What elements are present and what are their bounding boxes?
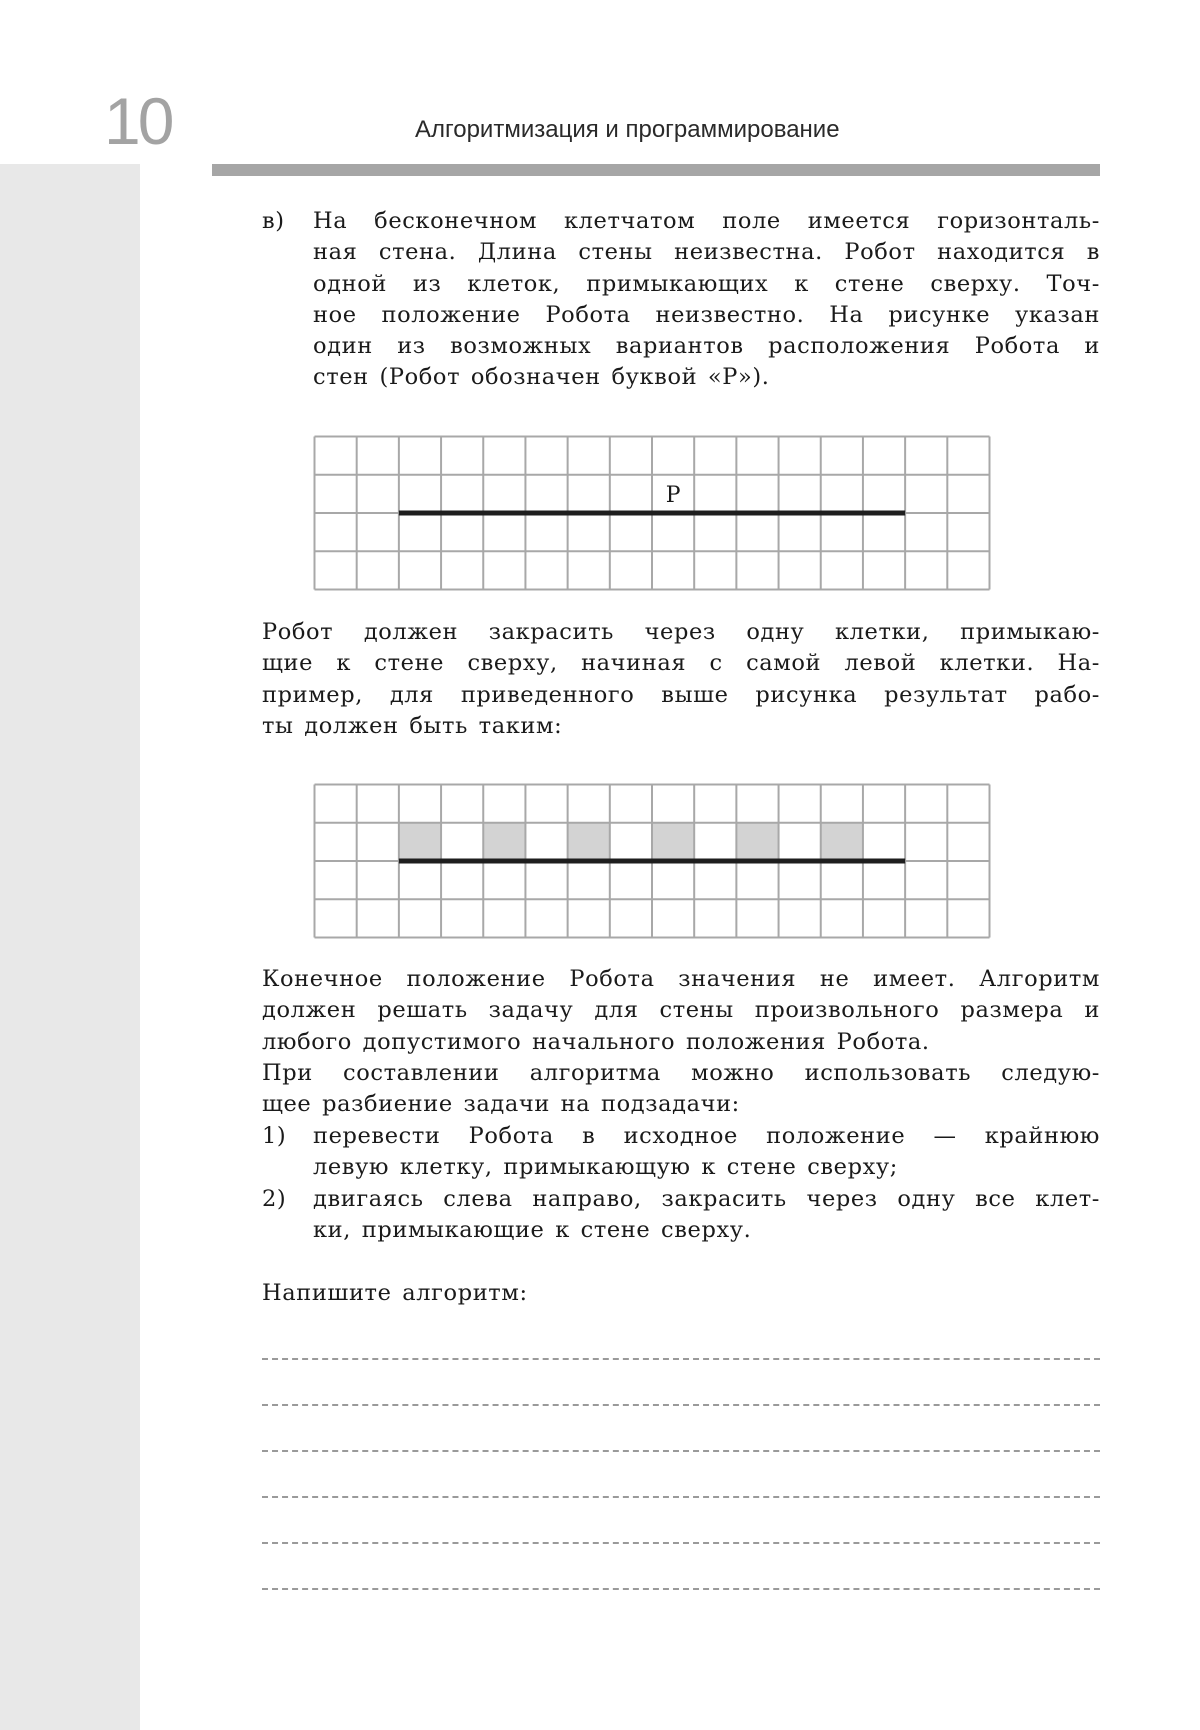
text-line: На бесконечном клетчатом поле имеется горизонталь-: [313, 208, 1100, 234]
filled-cell: [399, 823, 441, 861]
task-notes: [262, 964, 1100, 1120]
text-line: Робот должен закрасить через одну клетки, примыкаю-: [262, 619, 1100, 645]
text-line: щее разбиение задачи на подзадачи:: [262, 1091, 740, 1118]
text-line: левую клетку, примыкающую к стене сверху;: [313, 1154, 898, 1181]
answer-line[interactable]: [262, 1588, 1100, 1590]
figure-result-field: [313, 783, 991, 939]
text-line: щие к стене сверху, начиная с самой левой клетки. На-: [262, 650, 1100, 677]
answer-line[interactable]: [262, 1358, 1100, 1360]
running-title: Алгоритмизация и программирование: [415, 116, 840, 143]
filled-cell: [483, 823, 525, 861]
text-line: ное положение Робота неизвестно. На рисунке указан: [313, 301, 1100, 328]
subtask-marker: 2): [262, 1186, 287, 1212]
text-line: один из возможных вариантов расположения Робота и: [313, 333, 1100, 360]
filled-cell: [568, 823, 610, 861]
text-line: Конечное положение Робота значения не имеет. Алгоритм: [262, 966, 1100, 992]
header-rule: [212, 164, 1100, 176]
text-line: должен решать задачу для стены произвольного размера и: [262, 997, 1100, 1024]
answer-line[interactable]: [262, 1450, 1100, 1452]
answer-line[interactable]: [262, 1496, 1100, 1498]
subtask-marker: 1): [262, 1123, 287, 1149]
text-line: ки, примыкающие к стене сверху.: [313, 1217, 752, 1244]
robot-marker: Р: [665, 482, 681, 508]
text-line: двигаясь слева направо, закрасить через одну все клет-: [313, 1186, 1100, 1212]
text-line: ная стена. Длина стены неизвестна. Робот находится в: [313, 239, 1100, 266]
text-line: При составлении алгоритма можно использовать следую-: [262, 1059, 1100, 1086]
answer-prompt: [262, 1278, 1100, 1309]
text-line: стен (Робот обозначен буквой «Р»).: [313, 364, 770, 391]
robot-field-result: [313, 783, 991, 939]
figure-initial-field: [313, 435, 991, 591]
task-instruction: [262, 617, 1100, 742]
page-number: 10: [104, 84, 172, 158]
page-margin-band: [0, 164, 140, 1730]
text-line: пример, для приведенного выше рисунка результат рабо-: [262, 681, 1100, 708]
task-marker: в): [262, 208, 285, 234]
robot-field-initial: [313, 435, 991, 591]
filled-cell: [652, 823, 694, 861]
filled-cell: [736, 823, 778, 861]
text-line: одной из клеток, примыкающих к стене сверху. Точ-: [313, 270, 1100, 297]
text-line: ты должен быть таким:: [262, 712, 563, 739]
answer-line[interactable]: [262, 1542, 1100, 1544]
text-line: перевести Робота в исходное положение — крайнюю: [313, 1123, 1100, 1149]
text-line: любого допустимого начального положения Робота.: [262, 1028, 930, 1055]
answer-line[interactable]: [262, 1404, 1100, 1406]
filled-cell: [821, 823, 863, 861]
prompt-text: Напишите алгоритм:: [262, 1280, 528, 1306]
